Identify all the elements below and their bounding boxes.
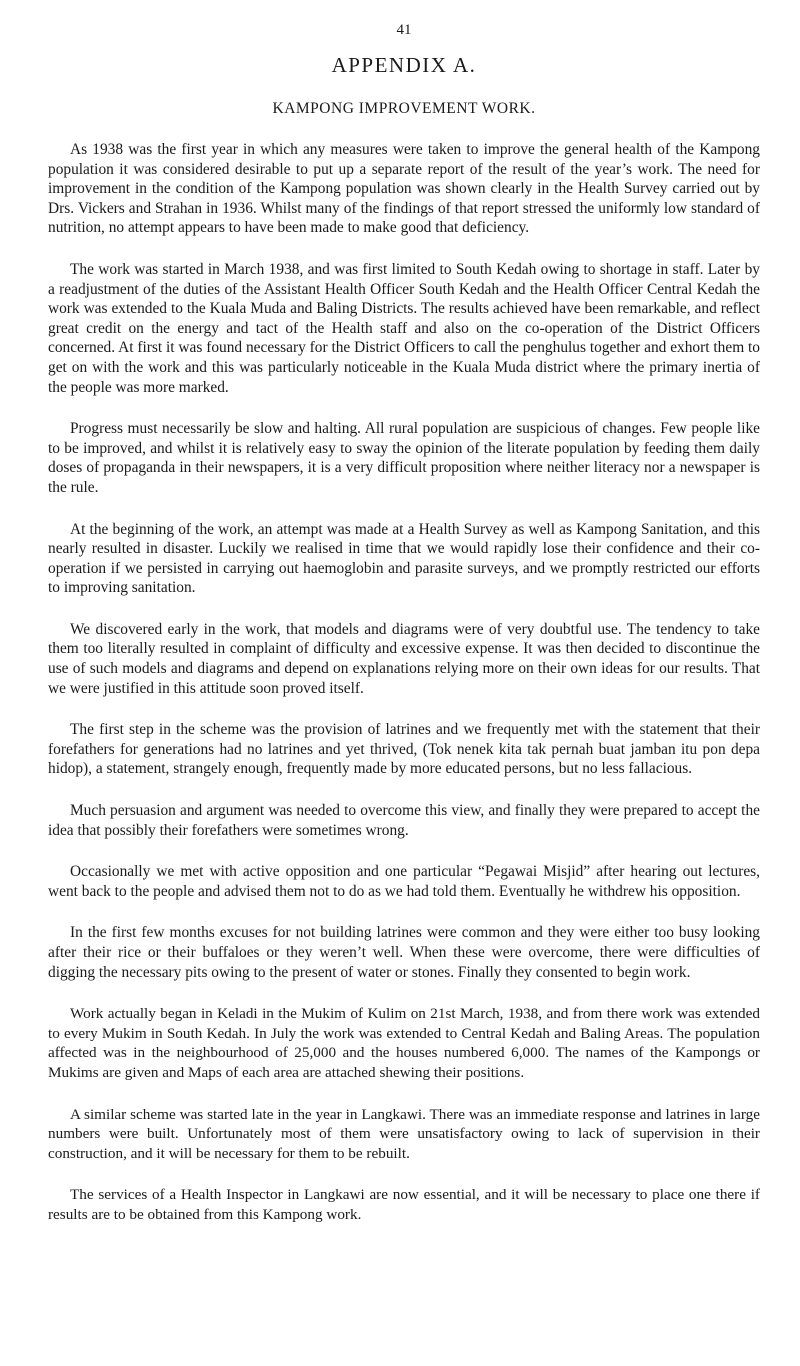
appendix-title: APPENDIX A. <box>331 53 477 77</box>
paragraph-opposition: Occasionally we met with active opposition and one particular “Pegawai Misjid” after hearing out lectures, went back to the people and advised them not to do as we had told them. Eventually he withdrew his opposition. <box>48 863 760 900</box>
paragraph-work-began: Work actually began in Keladi in the Mukim of Kulim on 21st March, 1938, and from there work was extended to every Mukim in South Kedah. In July the work was extended to Central Kedah and Baling Areas. The population affected was in the neighbourhood of 25,000 and the houses numbered 6,000. The names of the Kampongs or Mukims are given and Maps of each area are attached shewing their positions. <box>48 1005 760 1081</box>
paragraph-models-diagrams: We discovered early in the work, that models and diagrams were of very doubtful use. The tendency to take them too literally resulted in complaint of difficulty and excessive expense. It was then decided to discontinue the use of such models and diagrams and depend on explanations relying more on their own ideas for our results. That we were justified in this attitude soon proved itself. <box>48 620 760 697</box>
paragraph-persuasion: Much persuasion and argument was needed to overcome this view, and finally they were prepared to accept the idea that possibly their forefathers were sometimes wrong. <box>48 802 760 839</box>
paragraph-excuses: In the first few months excuses for not building latrines were common and they were either too busy looking after their rice or their buffaloes or they weren’t well. When these were overcome, there were difficulties of digging the necessary pits owing to the present of water or stones. Finally they consented to begin work. <box>48 924 760 981</box>
document-page <box>48 22 760 1247</box>
paragraph-health-inspector: The services of a Health Inspector in Langkawi are now essential, and it will be necessary to place one there if results are to be obtained from this Kampong work. <box>48 1186 760 1223</box>
paragraph-latrines: The first step in the scheme was the provision of latrines and we frequently met with the statement that their forefathers for generations had no latrines and yet thrived, (Tok nenek kita tak pernah buat jamban itu pon depa hidop), a statement, strangely enough, frequently made by more educated persons, but no less fallacious. <box>48 721 760 778</box>
paragraph-health-survey: At the beginning of the work, an attempt was made at a Health Survey as well as Kampong Sanitation, and this nearly resulted in disaster. Luckily we realised in time that we would rapidly lose their confidence and their co-operation if we persisted in carrying out haemoglobin and parasite surveys, and we promptly restricted our efforts to improving sanitation. <box>48 520 760 597</box>
paragraph-work-started: The work was started in March 1938, and was first limited to South Kedah owing to shortage in staff. Later by a readjustment of the duties of the Assistant Health Officer South Kedah and the Health Officer Central Kedah the work was extended to the Kuala Muda and Baling Districts. The results achieved have been remarkable, and reflect great credit on the energy and tact of the Health staff and also on the co-operation of the District Officers concerned. At first it was found necessary for the District Officers to call the penghulus together and exhort them to get on with the work and this was particularly noticeable in the Kuala Muda district where the primary inertia of the people was more marked. <box>48 260 760 396</box>
paragraph-progress: Progress must necessarily be slow and halting. All rural population are suspicious of changes. Few people like to be improved, and whilst it is relatively easy to sway the opinion of the literate population by feeding them daily doses of propaganda in their newspapers, it is a very difficult proposition where neither literacy nor a newspaper is the rule. <box>48 420 760 496</box>
paragraph-langkawi: A similar scheme was started late in the year in Langkawi. There was an immediate response and latrines in large numbers were built. Unfortunately most of them were unsatisfactory owing to lack of supervision in their construction, and it will be necessary for them to be rebuilt. <box>48 1105 760 1162</box>
section-title: KAMPONG IMPROVEMENT WORK. <box>272 100 536 117</box>
page-number: 41 <box>396 22 412 38</box>
paragraph-introduction: As 1938 was the first year in which any measures were taken to improve the general health of the Kampong population it was considered desirable to put up a separate report of the result of the year’s work. The need for improvement in the condition of the Kampong population was shown clearly in the Health Survey carried out by Drs. Vickers and Strahan in 1936. Whilst many of the findings of that report stressed the uniformly low standard of nutrition, no attempt appears to have been made to make good that deficiency. <box>48 141 760 237</box>
